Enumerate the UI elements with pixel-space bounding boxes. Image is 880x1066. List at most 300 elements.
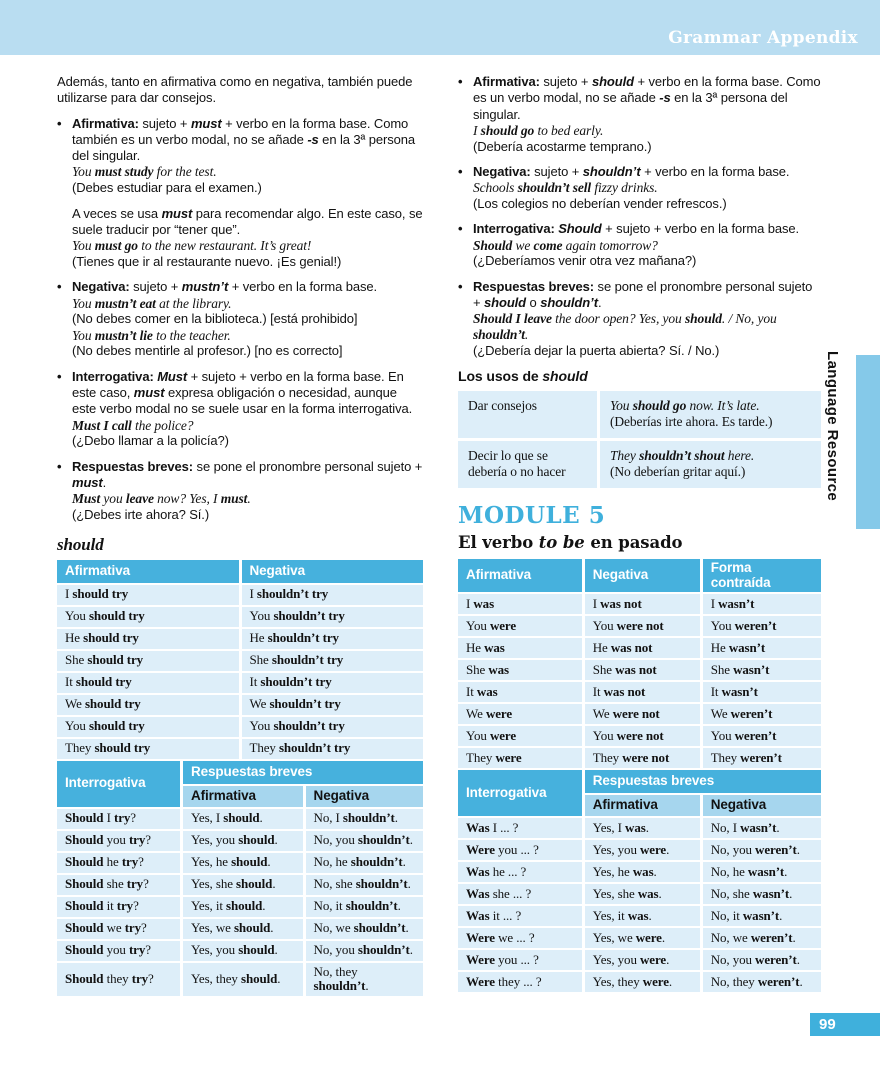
table-cell <box>701 725 821 747</box>
text-segment: should try <box>72 586 129 602</box>
text-segment: You <box>466 617 490 633</box>
text-segment: wasn’t <box>733 661 770 677</box>
text-segment: . <box>407 876 411 892</box>
text-segment: (Tienes que ir al restaurante nuevo. ¡Es genial!) <box>72 253 342 269</box>
text-segment: wasn’t <box>752 885 790 901</box>
text-segment: try <box>124 920 142 936</box>
table-row <box>57 962 423 997</box>
table-cell <box>57 830 181 852</box>
text-segment: should try <box>88 718 145 734</box>
table-row <box>57 716 423 738</box>
text-segment: should <box>238 942 275 958</box>
table-row <box>57 650 423 672</box>
table-cell <box>240 672 423 694</box>
text-segment: She <box>466 661 489 677</box>
text-segment: shouldn’t <box>357 832 410 848</box>
table-cell <box>701 747 821 769</box>
example-sentence <box>473 311 821 343</box>
text-segment: I <box>103 810 114 826</box>
text-segment: We <box>710 705 731 721</box>
text-segment: You <box>249 718 274 734</box>
sub-column-header: Afirmativa <box>181 785 304 808</box>
table-cell <box>181 918 304 940</box>
text-segment: (¿Deberíamos venir otra vez mañana?) <box>473 253 697 269</box>
text-segment: . <box>645 819 649 835</box>
text-segment: Yes, she <box>592 885 638 901</box>
table-cell <box>181 896 304 918</box>
text-segment: . <box>524 327 529 343</box>
translation <box>72 311 423 327</box>
text-segment: Must <box>72 491 101 507</box>
left-text-blocks <box>57 74 423 523</box>
should-heading: should <box>57 535 104 555</box>
text-segment: Yes, he <box>190 854 232 870</box>
text-segment: No, they <box>313 963 358 979</box>
text-segment: . <box>102 475 107 491</box>
text-segment: fizzy drinks. <box>591 180 658 196</box>
text-segment: Must <box>157 368 188 384</box>
text-segment: Was <box>466 907 490 923</box>
table-cell <box>458 883 583 905</box>
table-cell <box>240 584 423 606</box>
table-cell <box>583 703 701 725</box>
text-segment: . <box>796 841 800 857</box>
text-segment: was <box>632 863 654 879</box>
text-segment: . <box>262 898 266 914</box>
text-segment: o <box>526 295 541 311</box>
text-segment: ? <box>130 810 136 826</box>
table-cell <box>181 852 304 874</box>
interrogative-header: Interrogativa <box>57 761 181 808</box>
text-segment: sujeto + <box>138 115 191 131</box>
text-segment: Yes, he <box>592 863 633 879</box>
text-segment: You <box>72 164 95 180</box>
text-segment: Yes, it <box>190 898 227 914</box>
text-segment: weren’t <box>755 841 797 857</box>
text-segment: at the library. <box>155 295 232 311</box>
text-segment: . / No, you <box>721 311 777 327</box>
text-segment: Yes, it <box>592 907 628 923</box>
translation <box>72 254 423 270</box>
text-segment: I <box>249 586 257 602</box>
table-cell <box>57 808 181 830</box>
table-row <box>458 747 821 769</box>
text-segment: You <box>710 727 735 743</box>
rule-text <box>473 279 821 312</box>
text-segment: We <box>592 705 613 721</box>
table-cell <box>701 703 821 725</box>
table-cell <box>240 606 423 628</box>
usos-row <box>458 439 821 489</box>
translation <box>72 343 423 359</box>
text-segment: they <box>103 970 132 986</box>
text-segment: should <box>236 876 273 892</box>
table-row <box>458 861 821 883</box>
bullet-icon: • <box>57 279 62 295</box>
tobe-table-group <box>458 559 821 994</box>
text-segment: . <box>799 973 803 989</box>
text-segment: shouldn’t sell <box>517 180 592 196</box>
text-segment: were not <box>622 749 670 765</box>
text-segment: was <box>488 661 510 677</box>
text-segment: . <box>779 907 783 923</box>
text-segment: should <box>591 74 634 89</box>
table-cell <box>181 874 304 896</box>
bullet-text <box>473 221 821 269</box>
text-segment: . <box>274 942 278 958</box>
text-segment: sujeto + <box>530 163 583 179</box>
text-segment: No, we <box>710 929 751 945</box>
text-segment: . <box>598 295 602 311</box>
text-segment: (No debes mentirle al profesor.) [no es correcto] <box>72 343 343 359</box>
text-segment: should <box>542 368 588 385</box>
text-segment: en pasado <box>584 532 683 552</box>
text-segment: You <box>710 617 735 633</box>
text-segment: was <box>637 885 659 901</box>
table-cell <box>701 817 821 839</box>
table-row <box>458 949 821 971</box>
text-segment: shouldn’t shout <box>639 447 725 463</box>
text-segment: should try <box>94 740 151 756</box>
translation <box>72 180 423 196</box>
table-cell <box>181 830 304 852</box>
bullet-icon: • <box>458 278 463 294</box>
table-cell <box>583 637 701 659</box>
text-segment: Should I leave <box>473 311 552 327</box>
bullet-item <box>458 164 821 212</box>
text-segment: Should <box>558 221 602 237</box>
table-row <box>458 905 821 927</box>
text-segment: Should <box>65 810 104 826</box>
text-segment: I <box>466 595 474 611</box>
table-row <box>57 672 423 694</box>
text-segment: was <box>476 683 498 699</box>
column-header: Afirmativa <box>458 559 583 593</box>
text-segment: should <box>238 832 275 848</box>
text-segment: were <box>640 951 667 967</box>
table-cell <box>304 896 423 918</box>
text-segment: It <box>592 683 604 699</box>
text-segment: shouldn’t <box>313 978 366 994</box>
text-segment: ? <box>148 970 154 986</box>
table-cell <box>181 962 304 997</box>
example-sentence <box>473 123 821 139</box>
table-cell <box>240 694 423 716</box>
text-segment: (Deberías irte ahora. Es tarde.) <box>609 414 773 430</box>
text-segment: + verbo en la forma base. <box>640 163 790 179</box>
text-segment: was <box>627 907 649 923</box>
table-cell <box>57 738 240 760</box>
text-segment: She <box>249 652 272 668</box>
interrogative-table <box>458 770 821 994</box>
text-segment: should <box>233 920 271 936</box>
text-segment: Yes, you <box>190 832 239 848</box>
text-segment: Should <box>65 920 104 936</box>
rule-text <box>473 74 821 123</box>
text-segment: (Los colegios no deberían vender refrescos.) <box>473 196 727 212</box>
text-segment: Were <box>466 841 495 857</box>
text-segment: shouldn’t try <box>271 652 344 668</box>
text-segment: . <box>648 907 652 923</box>
text-segment: must <box>72 475 103 491</box>
usos-use-cell <box>458 391 598 440</box>
bullet-icon: • <box>57 458 62 474</box>
text-segment: We <box>249 696 270 712</box>
text-segment: shouldn’t <box>350 854 403 870</box>
table-cell <box>458 747 583 769</box>
text-segment: Yes, you <box>592 841 641 857</box>
text-segment: shouldn’t try <box>256 586 329 602</box>
text-segment: were not <box>616 617 664 633</box>
interrogative-table <box>57 761 423 998</box>
text-segment: now? Yes, I <box>153 491 221 507</box>
text-segment: should <box>684 311 722 327</box>
text-segment: A veces se usa <box>72 205 162 221</box>
page-title: Grammar Appendix <box>668 28 858 48</box>
text-segment: should try <box>87 652 144 668</box>
text-segment: were not <box>612 705 660 721</box>
text-segment: he ... ? <box>489 863 527 879</box>
text-segment: She <box>592 661 616 677</box>
table-row <box>458 839 821 861</box>
text-segment: Should <box>65 970 104 986</box>
text-segment: Negativa: <box>72 279 130 295</box>
text-segment: . <box>658 885 662 901</box>
table-cell <box>458 927 583 949</box>
table-cell <box>304 808 423 830</box>
table-row <box>57 852 423 874</box>
text-segment: ? <box>141 920 147 936</box>
text-segment: wasn’t <box>721 683 758 699</box>
text-segment: para recomendar algo. En este caso, se suele traducir por “tener que”. <box>72 205 423 237</box>
text-segment: she <box>103 876 127 892</box>
text-segment: ? <box>145 832 151 848</box>
text-segment: Respuestas breves: <box>473 278 595 294</box>
text-segment: No, they <box>710 973 758 989</box>
bullet-icon: • <box>458 221 463 237</box>
table-cell <box>583 905 701 927</box>
text-segment: he <box>103 854 122 870</box>
table-cell <box>304 962 423 997</box>
text-segment: we <box>103 920 125 936</box>
tobe-heading <box>458 532 821 552</box>
text-segment: shouldn’t <box>357 942 410 958</box>
example-sentence <box>72 418 423 434</box>
text-segment: try <box>113 810 131 826</box>
table-cell <box>57 672 240 694</box>
text-segment: . <box>247 491 251 507</box>
text-segment: Should <box>65 876 104 892</box>
table-cell <box>583 817 701 839</box>
text-segment: she ... ? <box>489 885 532 901</box>
text-segment: Were <box>466 929 495 945</box>
usos-heading <box>458 368 821 384</box>
text-segment: Should <box>473 237 513 253</box>
text-segment: We <box>466 705 486 721</box>
bullet-item <box>458 74 821 155</box>
text-segment: Decir lo que se debería o no hacer <box>468 447 566 480</box>
text-segment: I <box>65 586 73 602</box>
table-cell <box>583 883 701 905</box>
bullet-item <box>57 279 423 359</box>
text-segment: weren’t <box>734 617 777 633</box>
table-row <box>57 808 423 830</box>
text-segment: here. <box>724 447 755 463</box>
rule-text <box>72 116 423 165</box>
text-segment: No, she <box>710 885 753 901</box>
text-segment: should go <box>632 397 687 413</box>
bullet-text <box>72 279 423 359</box>
translation <box>610 414 811 431</box>
table-cell <box>701 681 821 703</box>
text-segment: must <box>220 491 248 507</box>
text-segment: you ... ? <box>494 951 539 967</box>
text-segment: come <box>533 237 563 253</box>
text-segment: . <box>784 863 788 879</box>
rule-text <box>72 279 423 295</box>
text-segment: it <box>103 898 117 914</box>
usos-example-cell <box>598 439 821 489</box>
table-row <box>458 725 821 747</box>
text-segment: Yes, they <box>592 973 643 989</box>
text-segment: Afirmativa: <box>72 115 139 131</box>
text-segment: we ... ? <box>494 929 535 945</box>
usos-example-cell <box>598 391 821 440</box>
text-segment: the police? <box>131 417 194 433</box>
text-segment: should <box>223 810 260 826</box>
text-segment: Los usos de <box>458 368 543 385</box>
text-segment: It <box>65 674 76 690</box>
text-segment: wasn’t <box>742 907 780 923</box>
text-segment: again tomorrow? <box>562 237 658 253</box>
text-segment: weren’t <box>757 973 800 989</box>
text-segment: now. It’s late. <box>686 397 760 413</box>
text-segment: Yes, she <box>190 876 237 892</box>
text-segment: + verbo en la forma base. <box>228 279 378 295</box>
text-segment: Schools <box>473 180 518 196</box>
text-segment: . <box>277 970 281 986</box>
table-cell <box>458 637 583 659</box>
text-segment: wasn’t <box>747 863 785 879</box>
text-segment: shouldn’t <box>582 163 641 179</box>
table-cell <box>701 905 821 927</box>
text-segment: Was <box>466 863 490 879</box>
text-segment: . <box>653 863 657 879</box>
table-cell <box>458 839 583 861</box>
text-segment: Dar consejos <box>468 397 537 413</box>
text-segment: wasn’t <box>728 639 766 655</box>
text-segment: . <box>394 810 398 826</box>
text-segment: They <box>592 749 623 765</box>
text-segment: Interrogativa: <box>473 221 555 237</box>
text-segment: (Debes estudiar para el examen.) <box>72 180 262 196</box>
text-segment: Negativa: <box>473 163 531 179</box>
text-segment: the door open? Yes, you <box>551 311 685 327</box>
text-segment: se pone el pronombre personal sujeto + <box>473 278 813 311</box>
bullet-item <box>458 279 821 359</box>
text-segment: (Debería acostarme temprano.) <box>473 138 652 154</box>
table-cell <box>57 650 240 672</box>
example-sentence <box>72 328 423 344</box>
text-segment: weren’t <box>740 749 782 765</box>
text-segment: ? <box>138 854 144 870</box>
text-segment: shouldn’t <box>353 920 406 936</box>
text-segment: se pone el pronombre personal sujeto + <box>193 458 423 474</box>
table-cell <box>458 861 583 883</box>
text-segment: No, you <box>313 942 358 958</box>
table-row <box>458 927 821 949</box>
text-segment: . <box>397 898 401 914</box>
table-cell <box>701 615 821 637</box>
text-segment: Should <box>65 942 104 958</box>
table-row <box>458 681 821 703</box>
page-header <box>0 0 880 55</box>
table-cell <box>583 593 701 615</box>
translation <box>72 433 423 449</box>
text-segment: try <box>126 876 144 892</box>
text-segment: . <box>267 854 271 870</box>
text-segment: leave <box>125 491 154 507</box>
text-segment: I <box>710 595 719 611</box>
text-segment: Yes, they <box>190 970 241 986</box>
text-segment: shouldn’t try <box>273 608 345 624</box>
conjugation-table <box>458 559 821 770</box>
text-segment: should <box>226 898 263 914</box>
text-segment: They <box>249 740 279 756</box>
table-cell <box>701 593 821 615</box>
table-cell <box>701 637 821 659</box>
text-segment: No, she <box>313 876 356 892</box>
column-header: Forma contraída <box>701 559 821 593</box>
rule-text <box>72 369 423 418</box>
text-segment: You <box>72 327 95 343</box>
text-segment: You <box>592 727 617 743</box>
column-header: Negativa <box>240 560 423 584</box>
table-row <box>57 628 423 650</box>
text-segment: (No deberían gritar aquí.) <box>609 464 746 480</box>
text-segment: mustn’t lie <box>94 327 153 343</box>
table-cell <box>240 650 423 672</box>
table-cell <box>458 725 583 747</box>
text-segment: She <box>710 661 734 677</box>
text-segment: sujeto + <box>539 74 592 89</box>
example-sentence <box>473 180 821 196</box>
translation <box>610 464 811 481</box>
table-row <box>57 606 423 628</box>
text-segment: was not <box>600 595 642 611</box>
text-segment: Además, tanto en afirmativa como en negativa, también puede utilizarse para dar consejos. <box>57 74 413 106</box>
text-segment: expresa obligación o necesidad, aunque este verbo modal no se suele usar en la forma interrogativa. <box>72 385 413 417</box>
table-cell <box>57 874 181 896</box>
text-segment: mustn’t eat <box>94 295 156 311</box>
text-segment: try <box>116 898 134 914</box>
rule-text <box>473 221 821 237</box>
text-segment: they ... ? <box>494 973 542 989</box>
bullet-text <box>473 164 821 212</box>
text-segment: shouldn’t <box>473 327 525 343</box>
text-segment: Yes, we <box>592 929 636 945</box>
text-segment: He <box>65 630 84 646</box>
text-segment: to the new restaurant. It’s great! <box>137 238 312 254</box>
table-cell <box>583 659 701 681</box>
text-segment: were <box>495 749 522 765</box>
text-segment: we <box>512 237 534 253</box>
table-cell <box>57 716 240 738</box>
text-segment: Afirmativa: <box>473 74 540 89</box>
table-row <box>57 694 423 716</box>
text-segment: . <box>668 973 673 989</box>
table-cell <box>458 971 583 993</box>
